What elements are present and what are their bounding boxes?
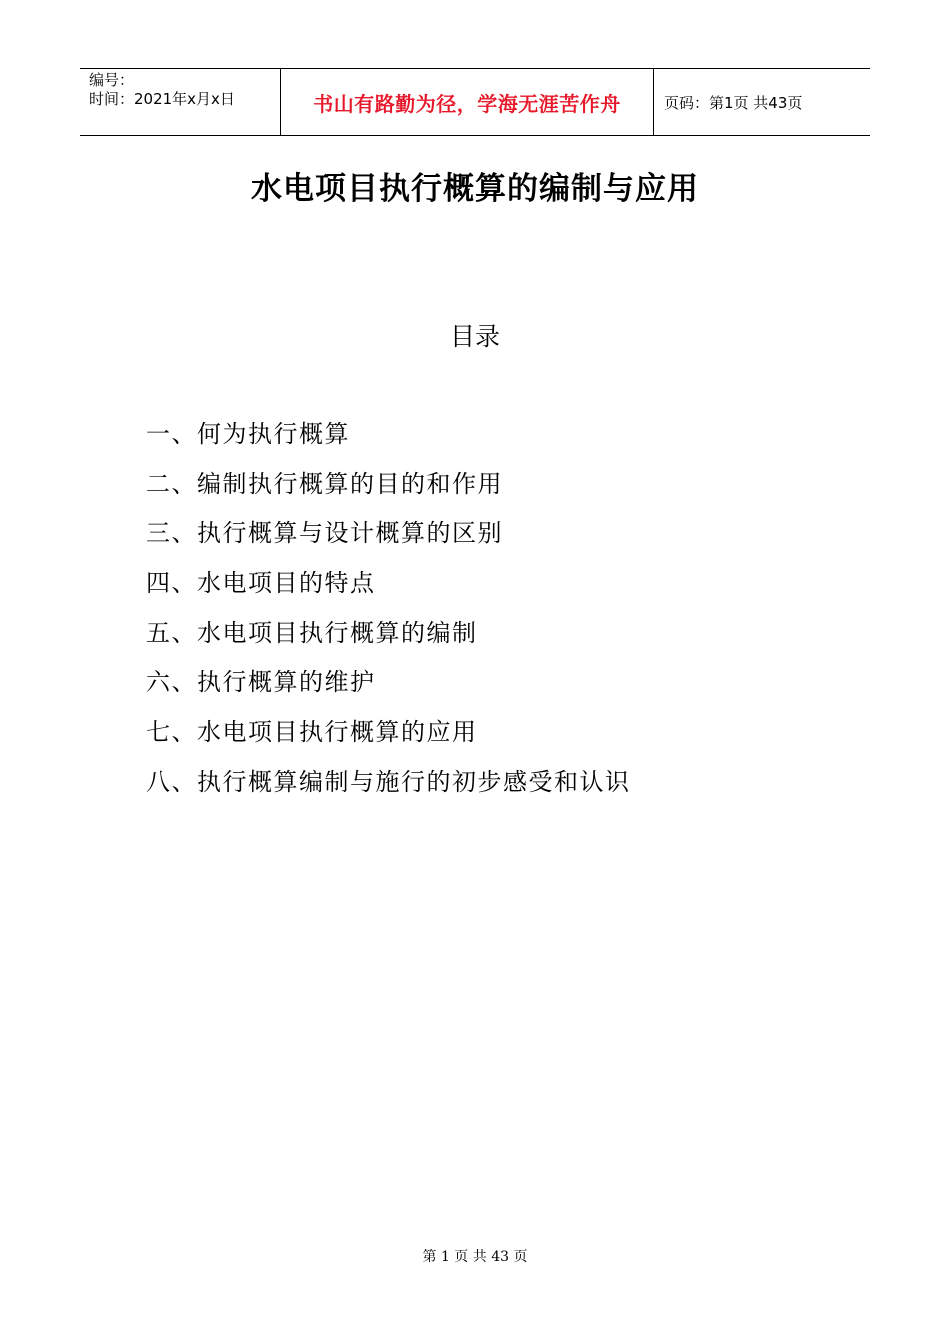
header-motto-cell <box>281 69 654 135</box>
toc-heading: 目录 <box>449 322 500 351</box>
page-header <box>80 68 870 136</box>
toc-item: 六、执行概算的维护 <box>146 668 376 697</box>
toc-item: 三、执行概算与设计概算的区别 <box>146 519 503 548</box>
toc-item: 四、水电项目的特点 <box>146 569 376 598</box>
header-page-info: 页码：第1页 共43页 <box>664 93 803 112</box>
header-meta-cell <box>80 69 281 135</box>
document-title: 水电项目执行概算的编制与应用 <box>251 171 699 207</box>
toc-item: 八、执行概算编制与施行的初步感受和认识 <box>146 767 631 796</box>
toc-item: 五、水电项目执行概算的编制 <box>146 618 478 647</box>
page-footer: 第 1 页 共 43 页 <box>422 1249 528 1265</box>
header-page-cell <box>654 69 870 135</box>
header-motto: 书山有路勤为径，学海无涯苦作舟 <box>313 91 621 116</box>
table-of-contents <box>146 416 631 814</box>
document-date-label: 时间：2021年x月x日 <box>89 90 235 108</box>
toc-item: 一、何为执行概算 <box>146 420 350 448</box>
toc-item: 二、编制执行概算的目的和作用 <box>146 469 503 498</box>
document-number-label: 编号： <box>89 71 135 89</box>
toc-item: 七、水电项目执行概算的应用 <box>146 718 478 747</box>
